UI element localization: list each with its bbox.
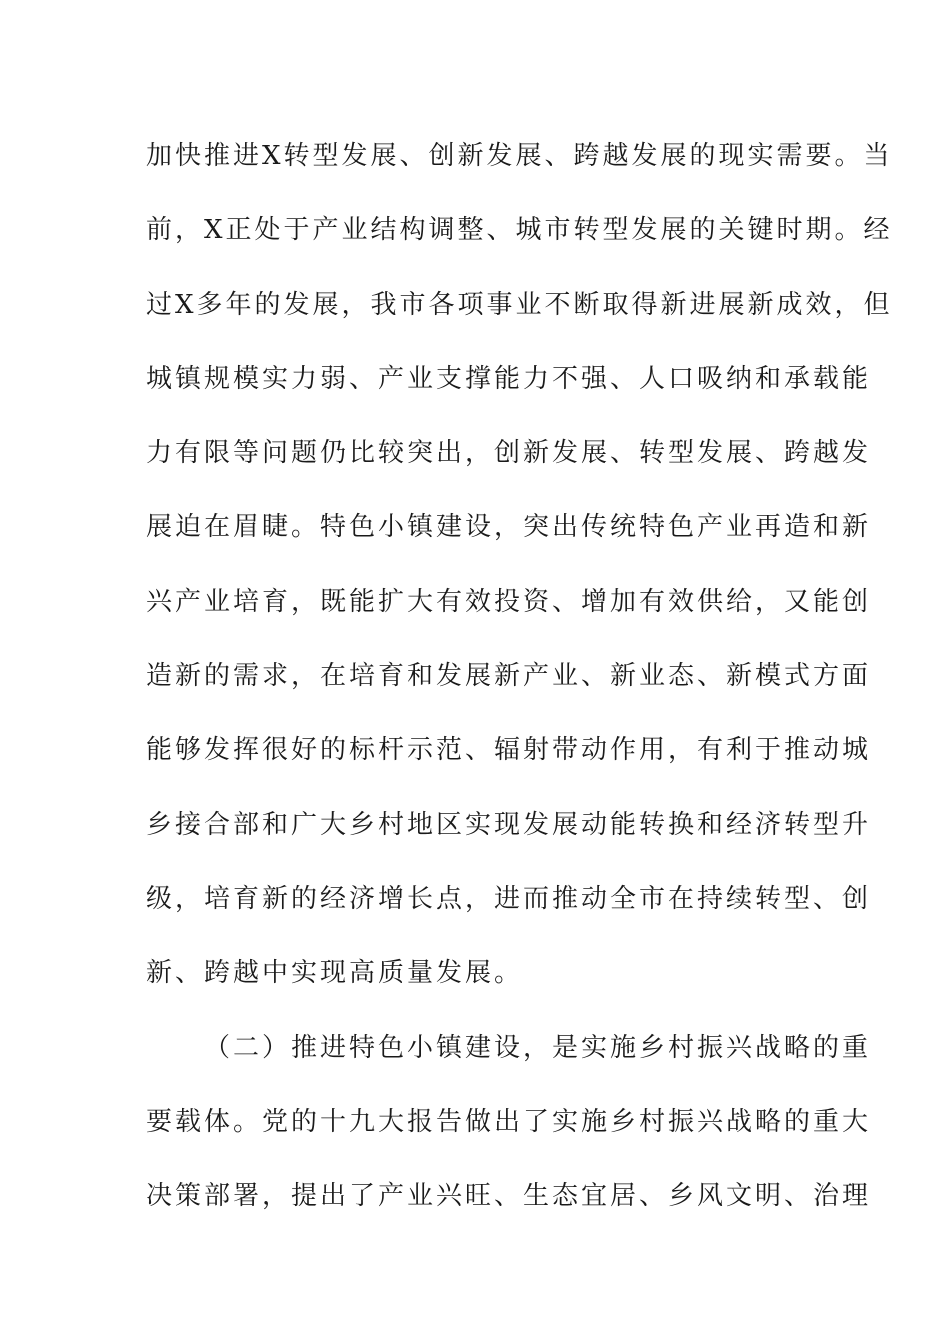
text-line: 兴产业培育，既能扩大有效投资、增加有效供给，又能创 bbox=[146, 586, 872, 617]
document-body bbox=[146, 128, 893, 1242]
text-line: 展迫在眉睫。特色小镇建设，突出传统特色产业再造和新 bbox=[146, 512, 872, 543]
text-line: 过X多年的发展，我市各项事业不断取得新进展新成效，但 bbox=[146, 289, 893, 320]
text-line: 城镇规模实力弱、产业支撑能力不强、人口吸纳和承载能 bbox=[146, 363, 872, 394]
text-line: 造新的需求，在培育和发展新产业、新业态、新模式方面 bbox=[146, 661, 872, 692]
text-line: 决策部署，提出了产业兴旺、生态宜居、乡风文明、治理 bbox=[146, 1181, 872, 1212]
text-line: 前，X正处于产业结构调整、城市转型发展的关键时期。经 bbox=[146, 215, 893, 246]
text-line: 乡接合部和广大乡村地区实现发展动能转换和经济转型升 bbox=[146, 809, 872, 840]
text-line: 能够发挥很好的标杆示范、辐射带动作用，有利于推动城 bbox=[146, 735, 872, 766]
text-line: 力有限等问题仍比较突出，创新发展、转型发展、跨越发 bbox=[146, 438, 872, 469]
text-line: 加快推进X转型发展、创新发展、跨越发展的现实需要。当 bbox=[146, 141, 893, 171]
section-heading-line: （二）推进特色小镇建设，是实施乡村振兴战略的重 bbox=[204, 1032, 872, 1063]
text-line: 级，培育新的经济增长点，进而推动全市在持续转型、创 bbox=[146, 883, 872, 914]
paragraph-last-line: 新、跨越中实现高质量发展。 bbox=[146, 958, 524, 989]
text-line: 要载体。党的十九大报告做出了实施乡村振兴战略的重大 bbox=[146, 1106, 872, 1137]
